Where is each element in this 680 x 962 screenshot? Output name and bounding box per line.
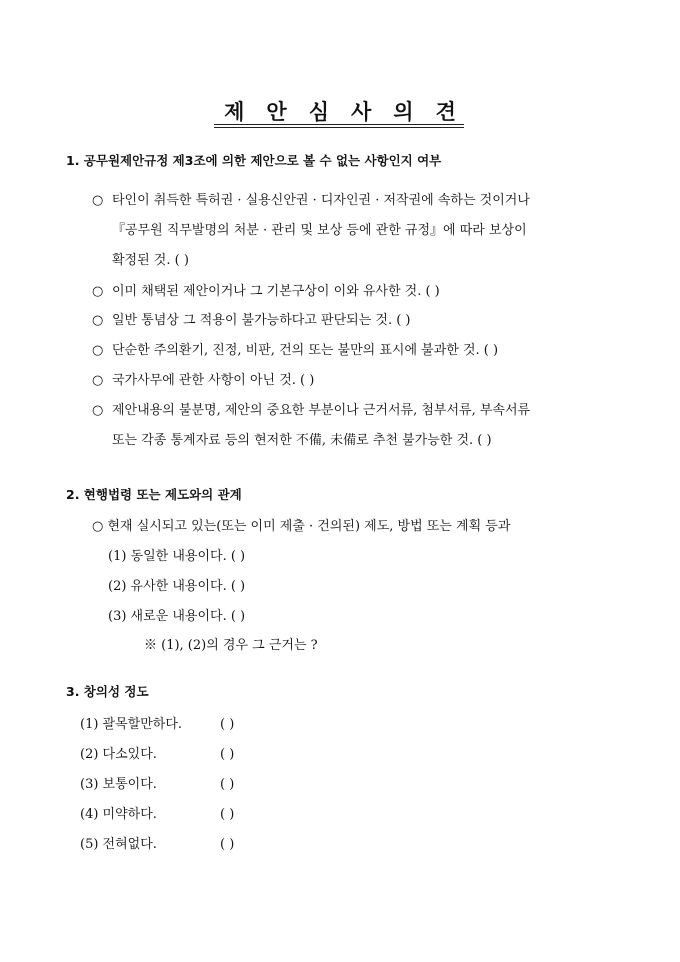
page-title [0, 96, 680, 126]
circle-bullet-icon: ○ [92, 284, 104, 299]
circle-bullet-icon: ○ [92, 403, 104, 418]
item-text-continued: 확정된 것. ( ) [112, 253, 189, 268]
list-item [92, 283, 440, 301]
item-text: 국가사무에 관한 사항이 아닌 것. ( ) [112, 373, 315, 388]
rating-paren: ( ) [220, 807, 235, 822]
item-text-continued: 또는 각종 통계자료 등의 현저한 不備, 未備로 추천 불가능한 것. ( ) [112, 433, 492, 448]
list-item [92, 192, 530, 210]
list-item [92, 402, 530, 420]
list-item [92, 372, 314, 390]
rating-label: (3) 보통이다. [80, 777, 157, 792]
section2-intro: ○ 현재 실시되고 있는(또는 이미 제출 · 건의된) 제도, 방법 또는 계획 등과 [92, 519, 511, 534]
option-item: (2) 유사한 내용이다. ( ) [108, 579, 246, 594]
note-text: ※ (1), (2)의 경우 그 근거는 ? [144, 638, 318, 653]
item-text: 타인이 취득한 특허권 · 실용신안권 · 디자인권 · 저작권에 속하는 것이거나 [112, 193, 530, 208]
rating-label: (1) 괄목할만하다. [80, 717, 183, 732]
rating-label: (4) 미약하다. [80, 807, 157, 822]
circle-bullet-icon: ○ [92, 373, 104, 388]
option-item: (3) 새로운 내용이다. ( ) [108, 609, 246, 624]
rating-option [80, 776, 234, 794]
rating-paren: ( ) [220, 717, 235, 732]
rating-paren: ( ) [220, 747, 235, 762]
rating-option [80, 746, 234, 764]
option-item: (1) 동일한 내용이다. ( ) [108, 549, 246, 564]
rating-label: (5) 전혀없다. [80, 837, 157, 852]
rating-option [80, 716, 234, 734]
title-underline [214, 124, 464, 125]
item-text-continued: 『공무원 직무발명의 처분 · 관리 및 보상 등에 관한 규정』에 따라 보상이 [112, 223, 527, 238]
item-text: 제안내용의 불분명, 제안의 중요한 부분이나 근거서류, 첨부서류, 부속서류 [112, 403, 531, 418]
rating-option [80, 836, 234, 854]
title-underline-double [214, 127, 464, 128]
rating-label: (2) 다소있다. [80, 747, 157, 762]
list-item [92, 342, 498, 360]
section1-heading: 1. 공무원제안규정 제3조에 의한 제안으로 볼 수 없는 사항인지 여부 [66, 153, 442, 168]
section3-heading: 3. 창의성 정도 [66, 684, 149, 699]
item-text: 일반 통념상 그 적용이 불가능하다고 판단되는 것. ( ) [112, 313, 411, 328]
item-text: 단순한 주의환기, 진정, 비판, 건의 또는 불만의 표시에 불과한 것. ( ) [112, 343, 499, 358]
circle-bullet-icon: ○ [92, 343, 104, 358]
list-item [92, 312, 411, 330]
item-text: 이미 채택된 제안이거나 그 기본구상이 이와 유사한 것. ( ) [112, 284, 440, 299]
rating-paren: ( ) [220, 837, 235, 852]
section2-heading: 2. 현행법령 또는 제도와의 관계 [66, 487, 242, 502]
title-text: 제안심사의견 [224, 100, 478, 124]
circle-bullet-icon: ○ [92, 313, 104, 328]
rating-option [80, 806, 234, 824]
rating-paren: ( ) [220, 777, 235, 792]
circle-bullet-icon: ○ [92, 193, 104, 208]
